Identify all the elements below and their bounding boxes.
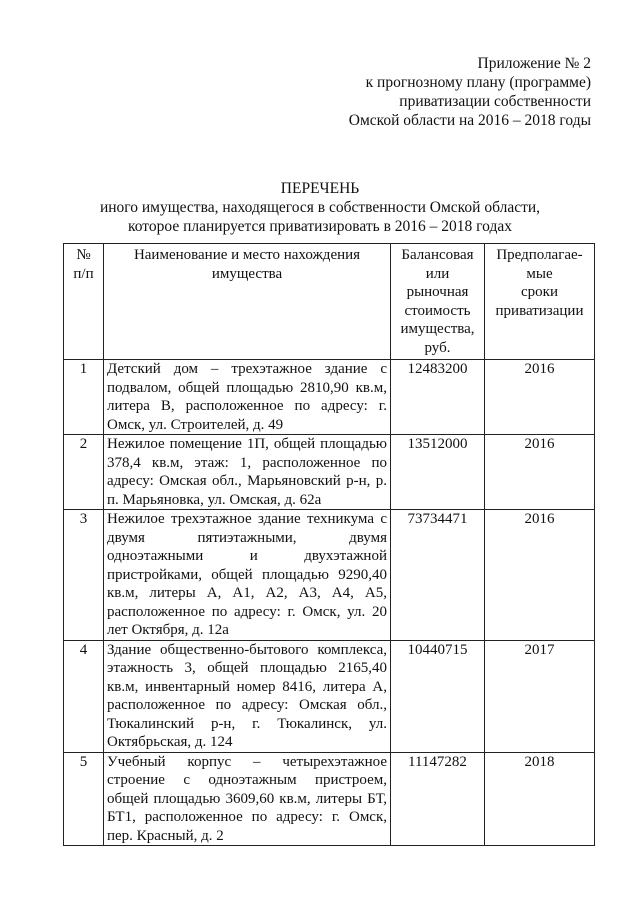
table-header-row xyxy=(64,244,595,360)
header-number xyxy=(64,244,104,360)
row-number: 5 xyxy=(64,752,104,846)
header-term-line: мые xyxy=(526,265,553,282)
row-property-name: Учебный корпус – четырехэтажное строение с одноэтажным пристроем, общей площадью 3609,60 кв.м, литеры БТ, БТ1, расположенное по адресу: г. Омск, пер. Красный, д. 2 xyxy=(104,752,391,846)
row-number: 3 xyxy=(64,510,104,641)
header-value-line: имущества, xyxy=(400,321,475,337)
row-property-name: Здание общественно-бытового комплекса, этажность 3, общей площадью 2165,40 кв.м, инвентарный номер 8416, литера А, расположенное по адресу: Омская обл., Тюкалинский р-н, г. Тюкалинск, ул. Октябрьская, д. 124 xyxy=(104,640,391,752)
table-row xyxy=(64,360,595,435)
row-year: 2018 xyxy=(485,752,595,846)
document-title: ПЕРЕЧЕНЬ xyxy=(280,180,360,197)
row-property-name: Нежилое помещение 1П, общей площадью 378,4 кв.м, этаж: 1, расположенное по адресу: Омская обл., Марьяновский р-н, р. п. Марьяновка, ул. Омская, д. 62а xyxy=(104,435,391,510)
header-name xyxy=(104,244,391,360)
row-property-name: Детский дом – трехэтажное здание с подвалом, общей площадью 2810,90 кв.м, литера В, расположенное по адресу: г. Омск, ул. Строителей, д. 49 xyxy=(104,360,391,435)
row-number: 2 xyxy=(64,435,104,510)
row-year: 2016 xyxy=(485,360,595,435)
row-value: 73734471 xyxy=(391,510,485,641)
header-value-line: стоимость xyxy=(404,302,471,319)
header-term xyxy=(485,244,595,360)
property-table xyxy=(63,243,595,846)
row-value: 11147282 xyxy=(391,752,485,846)
row-number: 4 xyxy=(64,640,104,752)
header-name-line: Наименование и место нахождения xyxy=(133,247,361,263)
header-value-line: Балансовая xyxy=(401,247,474,263)
appendix-reference xyxy=(349,54,591,130)
table-body xyxy=(64,360,595,846)
header-value-line: или xyxy=(425,265,450,282)
header-number-line: п/п xyxy=(73,265,94,282)
header-name-line: имущества xyxy=(211,265,283,282)
row-year: 2017 xyxy=(485,640,595,752)
document-heading xyxy=(0,179,640,236)
header-term-line: Предполагае- xyxy=(496,247,583,263)
row-value: 10440715 xyxy=(391,640,485,752)
row-value: 12483200 xyxy=(391,360,485,435)
header-term-line: сроки xyxy=(521,284,558,300)
header-term-line: приватизации xyxy=(495,302,584,319)
header-value-line: руб. xyxy=(424,339,451,356)
header-value xyxy=(391,244,485,360)
table-header xyxy=(64,244,595,360)
table-row xyxy=(64,510,595,641)
row-property-name: Нежилое трехэтажное здание техникума с двумя пятиэтажными, двумя одноэтажными и двухэтажной пристройками, общей площадью 9290,40 кв.м, литеры А, А1, А2, А3, А4, А5, расположенное по адресу: г. Омск, ул. 20 лет Октября, д. 12а xyxy=(104,510,391,641)
header-number-line: № xyxy=(76,247,91,263)
appendix-line: приватизации собственности xyxy=(399,93,591,110)
appendix-line: к прогнозному плану (программе) xyxy=(365,74,591,91)
table-row xyxy=(64,752,595,846)
row-number: 1 xyxy=(64,360,104,435)
header-value-line: рыночная xyxy=(406,284,469,300)
document-subtitle-line: иного имущества, находящегося в собственности Омской области, xyxy=(99,199,541,216)
appendix-line: Приложение № 2 xyxy=(477,55,591,72)
row-year: 2016 xyxy=(485,435,595,510)
row-value: 13512000 xyxy=(391,435,485,510)
table-row xyxy=(64,435,595,510)
row-year: 2016 xyxy=(485,510,595,641)
appendix-line: Омской области на 2016 – 2018 годы xyxy=(348,112,591,129)
table-row xyxy=(64,640,595,752)
document-subtitle-line: которое планируется приватизировать в 2016 – 2018 годах xyxy=(128,218,512,235)
